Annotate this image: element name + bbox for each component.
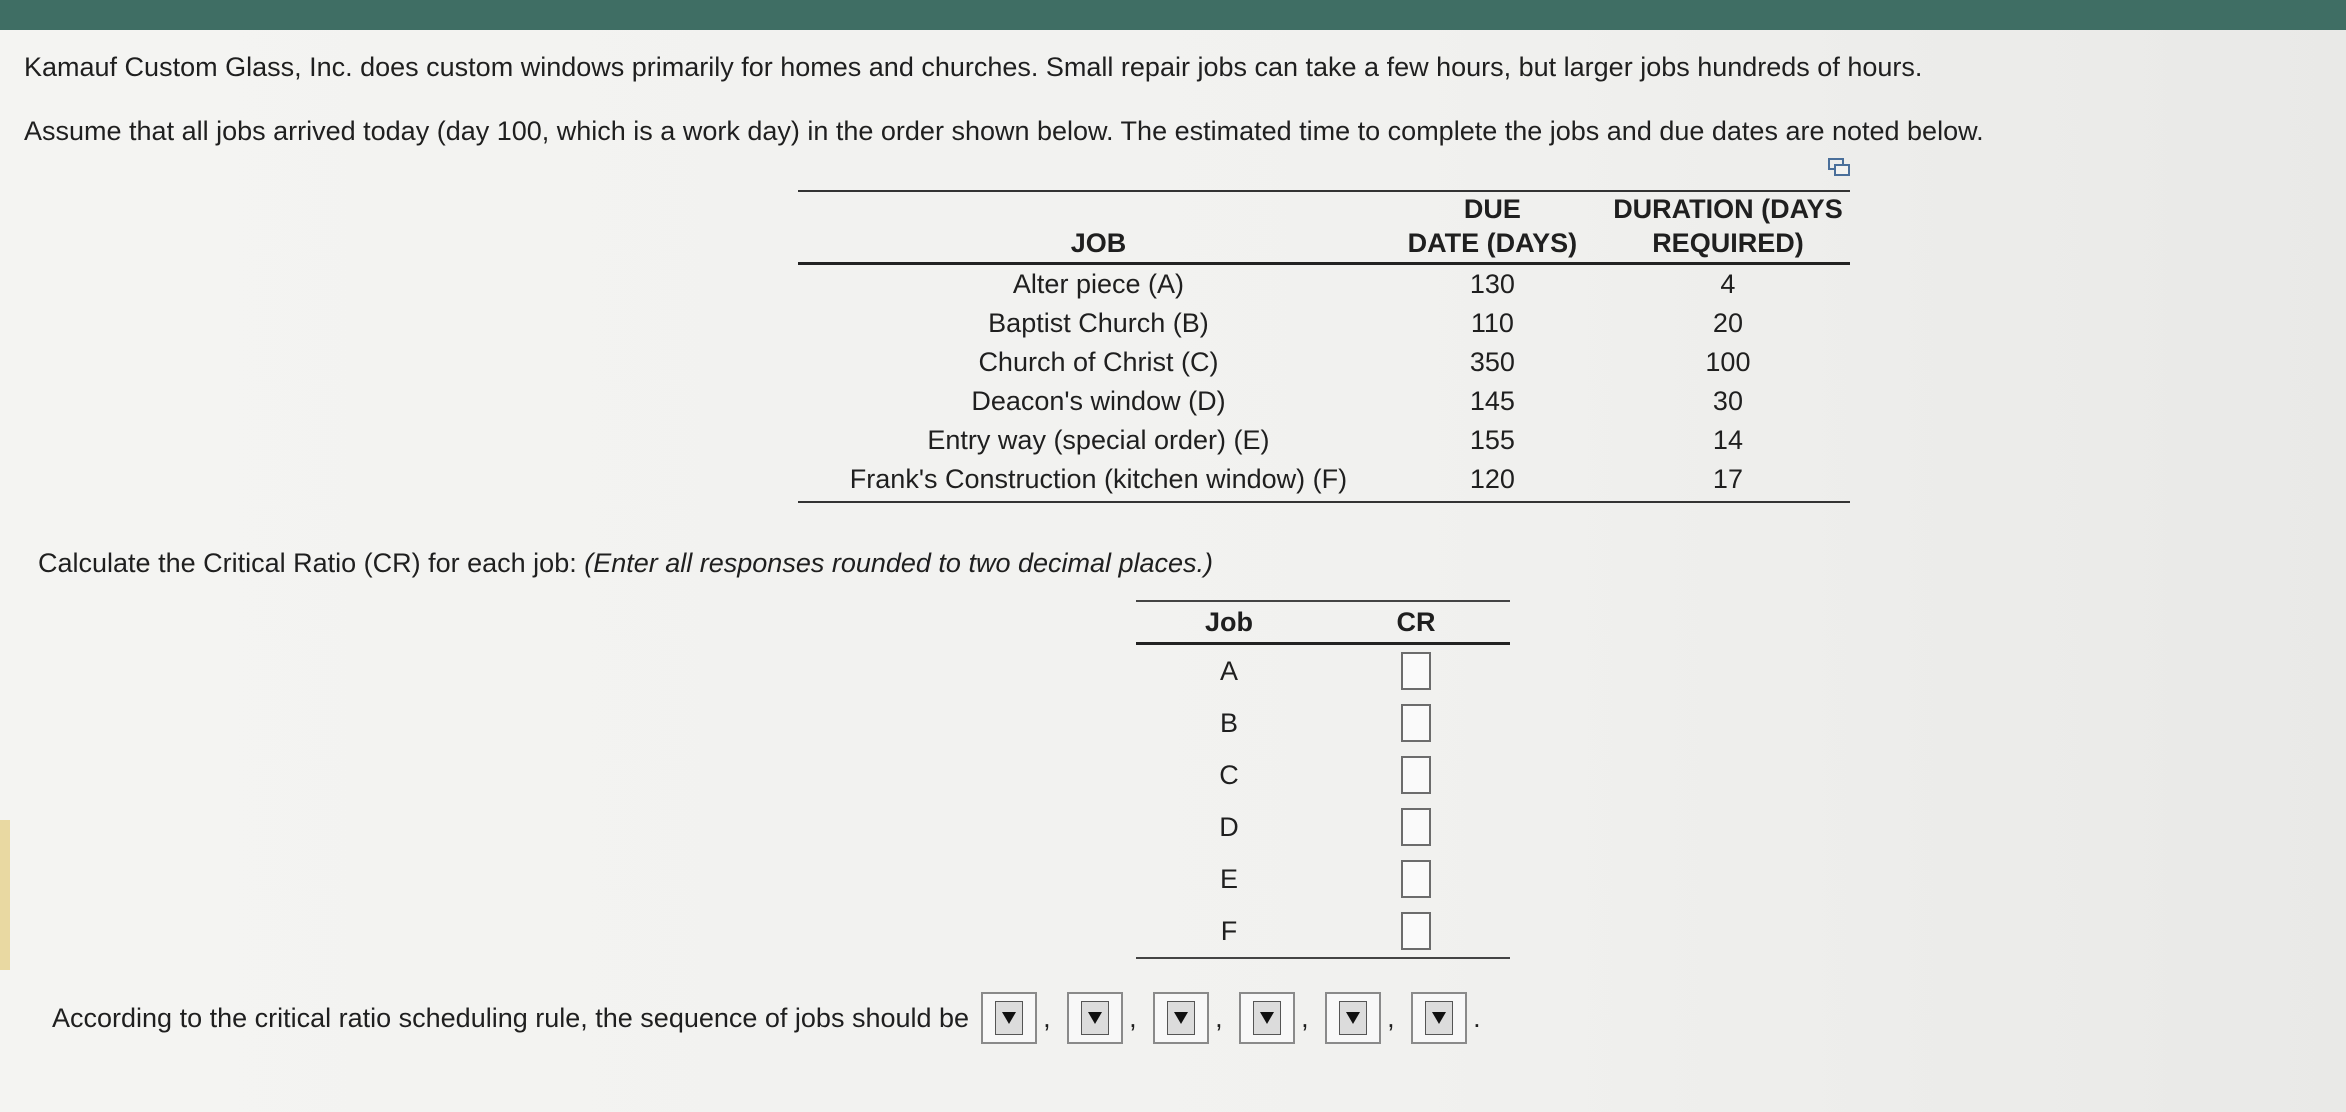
sequence-separator: , [1043, 1002, 1051, 1033]
table-row [798, 343, 1850, 382]
header-due-line-1: DUE [1463, 194, 1521, 224]
table-row [798, 382, 1850, 421]
table-row [1136, 853, 1510, 905]
cr-input-cell [1322, 905, 1510, 958]
duration-cell: 30 [1712, 386, 1743, 416]
cr-input-f[interactable] [1401, 912, 1431, 950]
cr-answer-table [1136, 600, 1510, 959]
due-date-cell: 110 [1470, 308, 1514, 338]
duration-cell: 4 [1720, 269, 1736, 299]
cr-instruction [38, 548, 1213, 579]
job-name-cell: Entry way (special order) (E) [927, 425, 1270, 455]
job-name-cell: Church of Christ (C) [978, 347, 1219, 377]
cr-job-label: A [1219, 655, 1238, 686]
popout-window-icon[interactable] [1828, 158, 1850, 176]
table-row [798, 304, 1850, 343]
cr-job-label: B [1219, 707, 1238, 738]
triangle-down-icon [1081, 1001, 1109, 1035]
job-name-cell: Alter piece (A) [1012, 269, 1184, 299]
sequence-dropdown-4[interactable] [1239, 992, 1295, 1044]
triangle-down-icon [995, 1001, 1023, 1035]
sequence-dropdown-3[interactable] [1153, 992, 1209, 1044]
table-row [798, 421, 1850, 460]
duration-cell: 17 [1586, 460, 1850, 502]
triangle-down-icon [1167, 1001, 1195, 1035]
table-row [1136, 644, 1510, 698]
header-duration-line-2: REQUIRED) [1586, 226, 1850, 264]
header-due-line-2: DATE (DAYS) [1399, 226, 1586, 264]
header-cr: CR [1322, 601, 1510, 644]
table-row [798, 264, 1850, 305]
cr-input-a[interactable] [1401, 652, 1431, 690]
sequence-terminator: . [1473, 1002, 1481, 1033]
sequence-dropdown-2[interactable] [1067, 992, 1123, 1044]
cr-input-c[interactable] [1401, 756, 1431, 794]
intro-text-line-1: Kamauf Custom Glass, Inc. does custom windows primarily for homes and churches. Small repair jobs can take a few hours, but larger jobs hundreds of hours. [24, 52, 1923, 82]
sequence-separator: , [1215, 1002, 1223, 1033]
sequence-label: According to the critical ratio scheduling rule, the sequence of jobs should be [52, 1002, 970, 1033]
due-date-cell: 130 [1469, 269, 1515, 299]
cr-job-label: F [1136, 905, 1322, 958]
sequence-separator: , [1387, 1002, 1395, 1033]
triangle-down-icon [1425, 1001, 1453, 1035]
cr-input-b[interactable] [1401, 704, 1431, 742]
cr-input-cell [1322, 644, 1510, 698]
triangle-down-icon [1253, 1001, 1281, 1035]
sequence-question [52, 990, 1497, 1046]
header-duration-line-1: DURATION (DAYS [1613, 194, 1843, 224]
cr-input-d[interactable] [1401, 808, 1431, 846]
sequence-dropdown-1[interactable] [981, 992, 1037, 1044]
cr-input-cell [1322, 749, 1510, 801]
cr-instruction-note: (Enter all responses rounded to two decimal places.) [584, 548, 1214, 578]
duration-cell: 100 [1705, 347, 1751, 377]
sequence-separator: , [1129, 1002, 1137, 1033]
cr-input-cell [1322, 697, 1510, 749]
cr-job-label: C [1219, 759, 1239, 790]
job-name-cell: Frank's Construction (kitchen window) (F) [798, 460, 1399, 502]
due-date-cell: 120 [1399, 460, 1586, 502]
table-row [1136, 801, 1510, 853]
job-name-cell: Deacon's window (D) [971, 386, 1226, 416]
sequence-dropdown-6[interactable] [1411, 992, 1467, 1044]
job-name-cell: Baptist Church (B) [988, 308, 1209, 338]
top-bar [0, 0, 2346, 30]
table-row [1136, 697, 1510, 749]
cr-job-label: D [1219, 811, 1239, 842]
cr-input-cell [1322, 853, 1510, 905]
triangle-down-icon [1339, 1001, 1367, 1035]
table-row [1136, 905, 1510, 958]
header-job: JOB [798, 226, 1399, 264]
cr-input-cell [1322, 801, 1510, 853]
sequence-dropdown-5[interactable] [1325, 992, 1381, 1044]
sequence-separator: , [1301, 1002, 1309, 1033]
header-job-spacer [798, 192, 1399, 226]
cr-input-e[interactable] [1401, 860, 1431, 898]
cr-instruction-text: Calculate the Critical Ratio (CR) for each job: [38, 548, 585, 578]
due-date-cell: 350 [1469, 347, 1515, 377]
intro-text-line-2: Assume that all jobs arrived today (day 100, which is a work day) in the order shown below. The estimated time to complete the jobs and due dates are noted below. [24, 116, 1984, 146]
job-data-table [798, 190, 1850, 503]
due-date-cell: 155 [1469, 425, 1515, 455]
due-date-cell: 145 [1469, 386, 1515, 416]
left-edge-marker [0, 820, 10, 970]
header-job: Job [1136, 601, 1322, 644]
duration-cell: 20 [1712, 308, 1743, 338]
duration-cell: 14 [1712, 425, 1743, 455]
table-row [1136, 749, 1510, 801]
table-row [798, 460, 1850, 502]
cr-job-label: E [1219, 863, 1238, 894]
